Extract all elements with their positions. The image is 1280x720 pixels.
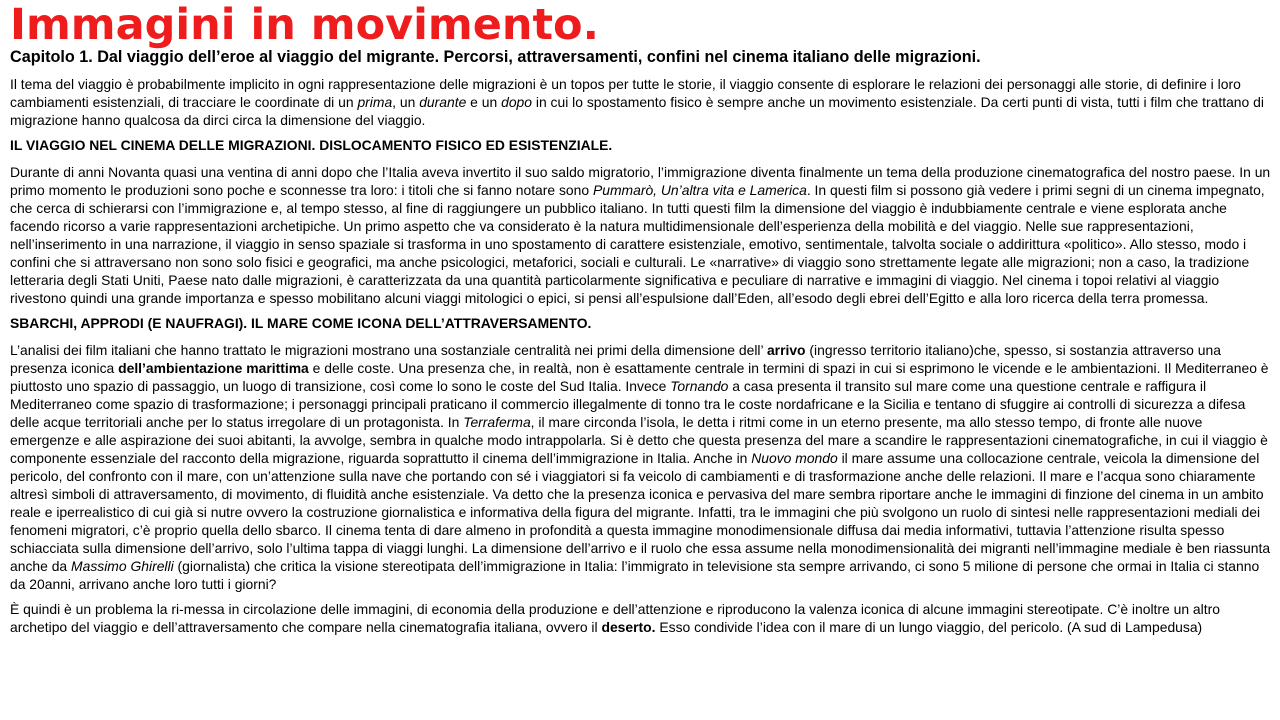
italic-durante: durante bbox=[419, 94, 467, 110]
paragraph-viaggio bbox=[10, 163, 1272, 307]
text-run: . In questi film si possono già vedere i primi segni di un cinema impegnato, che cerca di schierarsi con l’immigrazione e, al tempo stesso, al fine di raggiungere un pubblico italiano. In tutti questi film la dimensione del viaggio è indubbiamente centrale e viene esplorata anche facendo ricorso a varie rappresentazioni archetipiche. Un primo aspetto che va considerato è la natura multidimensionale dell’esperienza della mobilità e del viaggio. Nelle sue rappresentazioni, nell’inserimento in una narrazione, il viaggio in senso spaziale si trasforma in uno spostamento di carattere esistenziale, emotivo, sentimentale, talvolta sociale o addirittura «politico». Allo stesso, modo i confini che si attraversano non sono solo fisici e geografici, ma anche psicologici, metaforici, sociali e culturali. Le «narrative» di viaggio sono strettamente legate alle migrazioni; non a caso, la tradizione letteraria degli Stati Uniti, Paese nato dalle migrazioni, è caratterizzata da una quantità particolarmente significativa e peculiare di narrative e immagini di viaggio. Nel cinema i topoi relativi al viaggio rivestono quindi una grande importanza e spesso mobilitano alcuni viaggi mitologici o epici, si pensi all’espulsione dall’Eden, all’esodo degli ebrei dell’Egitto e alla loro ricerca della terra promessa. bbox=[10, 182, 1265, 306]
italic-dopo: dopo bbox=[501, 94, 532, 110]
text-run: , il mare circonda l’isola, le detta i ritmi come in un eterno presente, ma allo stesso tempo, di fronte alle nuove emergenze e alle aspirazione dei suoi abitanti, la avvolge, sembra in qualche modo intrappolarla. Si è detto che questa presenza del mare a scandire le rappresentazioni cinematografiche, in cui il viaggio è componente essenziale del racconto della migrazione, riguarda soprattutto il cinema dell’immigrazione in Italia. Anche in bbox=[10, 414, 1268, 466]
bold-arrivo: arrivo bbox=[766, 342, 806, 358]
italic-prima: prima bbox=[357, 94, 393, 110]
section-heading-sbarchi: SBARCHI, APPRODI (E NAUFRAGI). IL MARE COME ICONA DELL’ATTRAVERSAMENTO. bbox=[10, 315, 592, 331]
text-run: , un bbox=[392, 94, 420, 110]
text-run: e delle coste. Una presenza che, in realtà, non è esattamente centrale in termini di spazi in cui si esprimono le vicende e le ambientazioni. Il Mediterraneo è piuttosto uno spazio di passaggio, un luogo di transizione, così come lo sono le coste del Sud Italia. Invece bbox=[10, 360, 1269, 394]
italic-film-titles: Pummarò, Un’altra vita e Lamerica bbox=[592, 182, 807, 198]
paragraph-mare bbox=[10, 341, 1272, 593]
paragraph-deserto bbox=[10, 600, 1272, 636]
text-run: il mare assume una collocazione centrale, veicola la dimensione del pericolo, del confronto con il mare, con un’attenzione sulla nave che portando con sé i viaggiatori si fa veicolo di cambiamenti e di trasformazione anche delle relazioni. Il mare e l’acqua sono chiaramente altresì simboli di attraversamento, di movimento, di fluidità anche esistenziale. Va detto che la presenza iconica e pervasiva del mare sembra riportare anche le immagini di finzione del cinema in un ambito reale e iperrealistico di cui già si nutre ovvero la costruzione giornalistica e informativa della figura del migrante. Infatti, tra le immagini che più svolgono un ruolo di sintesi nelle rappresentazioni mediali dei fenomeni migratori, c’è proprio quella dello sbarco. Il cinema tenta di dare almeno in profondità a questa immagine monodimensionale diffusa dai media informativi, tuttavia l’attenzione risulta spesso schiacciata sulla dimensione dell’arrivo, solo l’ultima tappa di viaggi lunghi. La dimensione dell’arrivo e il ruolo che essa assume nella monodimensionalità dei migranti nell’immagine mediale è ben riassunta anche da bbox=[10, 450, 1271, 574]
slide-body bbox=[10, 47, 1272, 643]
text-run: È quindi è un problema la ri-messa in circolazione delle immagini, di economia della produzione e dell’attenzione e riproducono la valenza iconica di alcune immagini stereotipate. C’è inoltre un altro archetipo del viaggio e dell’attraversamento che compare nella cinematografia italiana, ovvero il bbox=[10, 601, 1220, 635]
text-run: a casa presenta il transito sul mare come una questione centrale e raffigura il Mediterraneo come spazio di trasformazione; i personaggi principali praticano il commercio illegalmente di tonno tra le coste nordafricane e la Sicilia e tentano di sfuggire ai controlli di sicurezza a difesa delle acque territoriali anche per lo status irregolare di un protagonista. In bbox=[10, 378, 1246, 430]
italic-ghirelli: Massimo Ghirelli bbox=[71, 558, 174, 574]
text-run: Il tema del viaggio è probabilmente implicito in ogni rappresentazione delle migrazioni è un topos per tutte le storie, il viaggio consente di esplorare le relazioni dei personaggi alle storie, di definire i loro cambiamenti esistenziali, di tracciare le coordinate di un bbox=[10, 76, 1241, 110]
text-run: L’analisi dei film italiani che hanno trattato le migrazioni mostrano una sostanziale centralità nei primi della dimensione dell’ bbox=[10, 342, 767, 358]
text-run: e un bbox=[466, 94, 502, 110]
italic-terraferma: Terraferma bbox=[463, 414, 531, 430]
section-heading-viaggio: IL VIAGGIO NEL CINEMA DELLE MIGRAZIONI. DISLOCAMENTO FISICO ED ESISTENZIALE. bbox=[10, 137, 613, 153]
chapter-subtitle: Capitolo 1. Dal viaggio dell’eroe al viaggio del migrante. Percorsi, attraversamenti, confini nel cinema italiano delle migrazioni. bbox=[10, 48, 981, 66]
italic-nuovo-mondo: Nuovo mondo bbox=[751, 450, 838, 466]
bold-deserto: deserto. bbox=[601, 619, 656, 635]
text-run: (ingresso territorio italiano)che, spesso, si sostanzia attraverso una presenza iconica bbox=[10, 342, 1221, 376]
text-run: (giornalista) che critica la visione stereotipata dell’immigrazione in Italia: l’immigrato in televisione sta sempre arrivando, ci sono 5 milione di persone che ormai in Italia ci stanno da 20anni, arrivano anche loro tutti i giorni? bbox=[10, 558, 1260, 592]
italic-tornando: Tornando bbox=[670, 378, 729, 394]
bold-ambientazione: dell’ambientazione marittima bbox=[118, 360, 309, 376]
paragraph-intro bbox=[10, 75, 1272, 129]
text-run: Esso condivide l’idea con il mare di un lungo viaggio, del pericolo. (A sud di Lampedusa) bbox=[655, 619, 1203, 635]
slide-title: Immagini in movimento. bbox=[10, 0, 599, 50]
text-run: Durante di anni Novanta quasi una ventina di anni dopo che l’Italia aveva invertito il suo saldo migratorio, l’immigrazione diventa finalmente un tema della produzione cinematografica del nostro paese. In un primo momento le produzioni sono poche e sconnesse tra loro: i titoli che si fanno notare sono bbox=[10, 164, 1271, 198]
text-run: in cui lo spostamento fisico è sempre anche un movimento esistenziale. Da certi punti di vista, tutti i film che trattano di migrazione hanno qualcosa da dirci circa la dimensione del viaggio. bbox=[10, 94, 1264, 128]
